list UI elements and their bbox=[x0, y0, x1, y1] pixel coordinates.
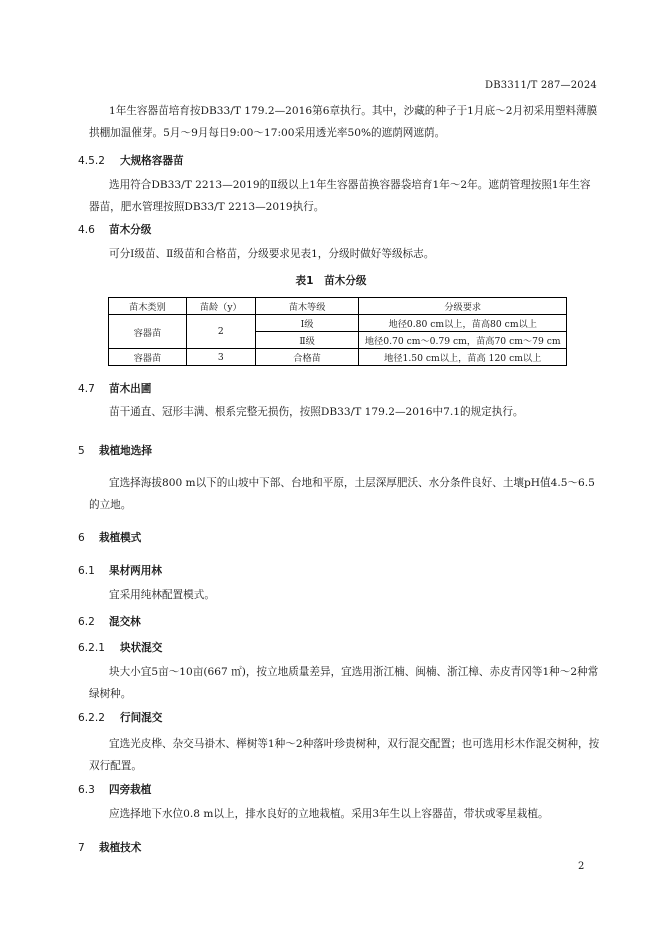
paragraph-grading: 可分Ⅰ级苗、Ⅱ级苗和合格苗，分级要求见表1，分级时做好等级标志。 bbox=[109, 248, 435, 260]
heading-title: 大规格容器苗 bbox=[120, 155, 184, 167]
table-cell-category: 容器苗 bbox=[109, 315, 187, 349]
heading-number: 7 bbox=[78, 842, 85, 854]
table-cell-requirement: 地径0.80 cm以上，苗高80 cm以上 bbox=[359, 315, 567, 332]
table-cell-grade: 合格苗 bbox=[255, 349, 359, 366]
table-header-cell: 分级要求 bbox=[359, 298, 567, 315]
table-cell-age: 2 bbox=[186, 315, 255, 349]
table-header-cell: 苗木等级 bbox=[255, 298, 359, 315]
paragraph-row-mixing: 宜选光皮桦、杂交马褂木、榉树等1种～2种落叶珍贵树种，双行混交配置；也可选用杉木作混交树种，按双行配置。 bbox=[89, 738, 600, 772]
heading-title: 苗木分级 bbox=[109, 224, 152, 236]
heading-6 bbox=[78, 530, 141, 545]
heading-6-3 bbox=[78, 782, 151, 797]
heading-number: 5 bbox=[78, 445, 85, 457]
heading-number: 6 bbox=[78, 532, 85, 544]
table-header-cell: 苗木类别 bbox=[109, 298, 187, 315]
heading-6-1 bbox=[78, 563, 162, 578]
paragraph-roadside-planting: 应选择地下水位0.8 m以上，排水良好的立地栽植。采用3年生以上容器苗，带状或零星栽植。 bbox=[109, 808, 549, 820]
paragraph-block-mixing: 块大小宜5亩～10亩(667 ㎡)，按立地质量差异，宜选用浙江楠、闽楠、浙江樟、赤皮青冈等1种～2种常绿树种。 bbox=[89, 666, 599, 700]
heading-title: 栽植技术 bbox=[99, 842, 142, 854]
heading-6-2 bbox=[78, 614, 141, 629]
heading-title: 果材两用林 bbox=[109, 565, 162, 577]
heading-6-2-1 bbox=[78, 640, 162, 655]
heading-number: 6.2.2 bbox=[78, 712, 105, 724]
heading-number: 6.1 bbox=[78, 565, 95, 577]
table-cell-grade: Ⅱ级 bbox=[255, 332, 359, 349]
table-cell-grade: Ⅰ级 bbox=[255, 315, 359, 332]
heading-4-5-2 bbox=[78, 153, 184, 168]
paragraph-large-container-seedling: 选用符合DB33/T 2213—2019的Ⅱ级以上1年生容器苗换容器袋培育1年～2年。遮荫管理按照1年生容器苗，肥水管理按照DB33/T 2213—2019执行。 bbox=[89, 179, 591, 213]
heading-title: 行间混交 bbox=[120, 712, 163, 724]
heading-title: 苗木出圃 bbox=[109, 383, 152, 395]
table-cell-requirement: 地径1.50 cm以上，苗高 120 cm以上 bbox=[359, 349, 567, 366]
heading-title: 栽植模式 bbox=[99, 532, 142, 544]
heading-5 bbox=[78, 443, 152, 458]
table-caption: 表1 苗木分级 bbox=[295, 275, 367, 287]
heading-number: 6.2 bbox=[78, 616, 95, 628]
heading-4-7 bbox=[78, 381, 151, 396]
table-header-row bbox=[109, 298, 567, 315]
table-row bbox=[109, 349, 567, 366]
paragraph-site-selection: 宜选择海拔800 m以下的山坡中下部、台地和平原，土层深厚肥沃、水分条件良好、土壤pH值4.5～6.5的立地。 bbox=[89, 477, 595, 511]
heading-6-2-2 bbox=[78, 710, 162, 725]
table-row bbox=[109, 315, 567, 332]
table-cell-age: 3 bbox=[186, 349, 255, 366]
heading-number: 6.3 bbox=[78, 784, 95, 796]
table-cell-category: 容器苗 bbox=[109, 349, 187, 366]
table-cell-requirement: 地径0.70 cm～0.79 cm，苗高70 cm～79 cm bbox=[359, 332, 567, 349]
heading-title: 栽植地选择 bbox=[99, 445, 152, 457]
heading-number: 6.2.1 bbox=[78, 642, 105, 654]
heading-number: 4.5.2 bbox=[78, 155, 105, 167]
heading-4-6 bbox=[78, 222, 151, 237]
heading-number: 4.6 bbox=[78, 224, 95, 236]
heading-title: 混交林 bbox=[109, 616, 141, 628]
paragraph-container-seedling: 1年生容器苗培育按DB33/T 179.2—2016第6章执行。其中，沙藏的种子于1月底～2月初采用塑料薄膜拱棚加温催芽。5月～9月每日9:00～17:00采用透光率50%的遮荫网遮荫。 bbox=[89, 105, 598, 139]
heading-7 bbox=[78, 840, 141, 855]
page-number: 2 bbox=[578, 861, 585, 872]
paragraph-pure-forest: 宜采用纯林配置模式。 bbox=[109, 589, 215, 601]
heading-number: 4.7 bbox=[78, 383, 95, 395]
paragraph-nursery-out: 苗干通直、冠形丰满、根系完整无损伤，按照DB33/T 179.2—2016中7.1的规定执行。 bbox=[109, 406, 524, 418]
document-code: DB3311/T 287—2024 bbox=[485, 80, 597, 91]
grading-table bbox=[108, 297, 567, 366]
heading-title: 四旁栽植 bbox=[109, 784, 152, 796]
heading-title: 块状混交 bbox=[120, 642, 163, 654]
table-header-cell: 苗龄（y） bbox=[186, 298, 255, 315]
